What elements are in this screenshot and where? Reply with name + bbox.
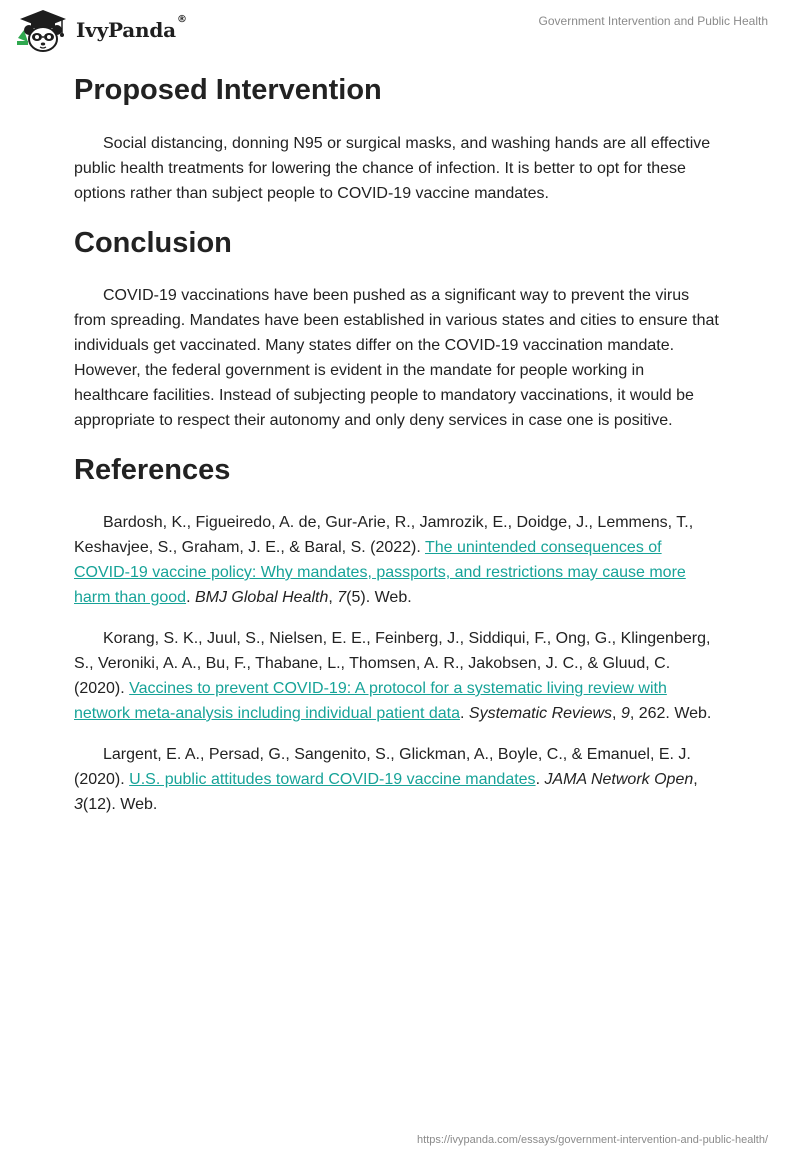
reference-volume: 7 [337,589,347,606]
proposed-intervention-paragraph: Social distancing, donning N95 or surgical masks, and washing hands are all effective public health treatments for lowering the chance of infection. It is better to opt for these options rather than subject people to COVID-19 vaccine mandates. [74,135,711,202]
reference-volume: 9 [620,705,630,722]
reference-item-largent: Largent, E. A., Persad, G., Sangenito, S., Glickman, A., Boyle, C., & Emanuel, E. J. (2020). U.S. public attitudes toward COVID-19 vaccine mandates. JAMA Network Open, 3(12). Web. [74,746,698,813]
logo-text: IvyPanda® [76,14,187,42]
reference-link-bardosh[interactable]: The unintended consequences of COVID-19 vaccine policy: Why mandates, passports, and restrictions may cause more harm than good [74,539,686,606]
document-title: Government Intervention and Public Health [538,14,768,28]
reference-authors: Largent, E. A., Persad, G., Sangenito, S., Glickman, A., Boyle, C., & Emanuel, E. J. (2020). [74,746,691,788]
reference-journal: Systematic Reviews [468,705,613,722]
page-header [0,0,800,60]
reference-link-korang[interactable]: Vaccines to prevent COVID-19: A protocol for a systematic living review with network meta-analysis including individual patient data [74,680,667,722]
reference-journal: JAMA Network Open [544,771,694,788]
essay-content [74,70,722,817]
reference-authors: Bardosh, K., Figueiredo, A. de, Gur-Arie, R., Jamrozik, E., Doidge, J., Lemmens, T., Keshavjee, S., Graham, J. E., & Baral, S. (2022). [74,514,694,556]
section-heading-conclusion: Conclusion [74,227,232,259]
registered-mark: ® [176,14,187,25]
conclusion-paragraph: COVID-19 vaccinations have been pushed as a significant way to prevent the virus from spreading. Mandates have been established in various states and cities to ensure that individuals get vaccinated. Many states differ on the COVID-19 vaccination mandate. However, the federal government is evident in the mandate for people working in healthcare facilities. Instead of subjecting people to mandatory vaccinations, it would be appropriate to respect their autonomy and only deny services in case one is positive. [74,287,719,429]
panda-logo-icon [14,8,72,52]
reference-link-largent[interactable]: U.S. public attitudes toward COVID-19 vaccine mandates [129,771,536,788]
reference-authors: Korang, S. K., Juul, S., Nielsen, E. E., Feinberg, J., Siddiqui, F., Ong, G., Klingenberg, S., Veroniki, A. A., Bu, F., Thabane, L., Thomsen, A. R., Jakobsen, J. C., & Gluud, C. (2020). [74,630,711,697]
section-heading-references: References [74,454,231,486]
section-heading-proposed-intervention: Proposed Intervention [74,74,382,106]
reference-item-korang: Korang, S. K., Juul, S., Nielsen, E. E., Feinberg, J., Siddiqui, F., Ong, G., Klingenberg, S., Veroniki, A. A., Bu, F., Thabane, L., Thomsen, A. R., Jakobsen, J. C., & Gluud, C. (2020). Vaccines to prevent COVID-19: A protocol for a systematic living review with network meta-analysis including individual patient data. Systematic Reviews, 9, 262. Web. [74,630,712,722]
reference-item-bardosh: Bardosh, K., Figueiredo, A. de, Gur-Arie, R., Jamrozik, E., Doidge, J., Lemmens, T., Keshavjee, S., Graham, J. E., & Baral, S. (2022). The unintended consequences of COVID-19 vaccine policy: Why mandates, passports, and restrictions may cause more harm than good. BMJ Global Health, 7(5). Web. [74,514,694,606]
source-url: https://ivypanda.com/essays/government-intervention-and-public-health/ [417,1134,768,1146]
logo-link[interactable] [14,8,187,52]
reference-journal: BMJ Global Health [194,589,329,606]
reference-volume: 3 [74,796,83,813]
